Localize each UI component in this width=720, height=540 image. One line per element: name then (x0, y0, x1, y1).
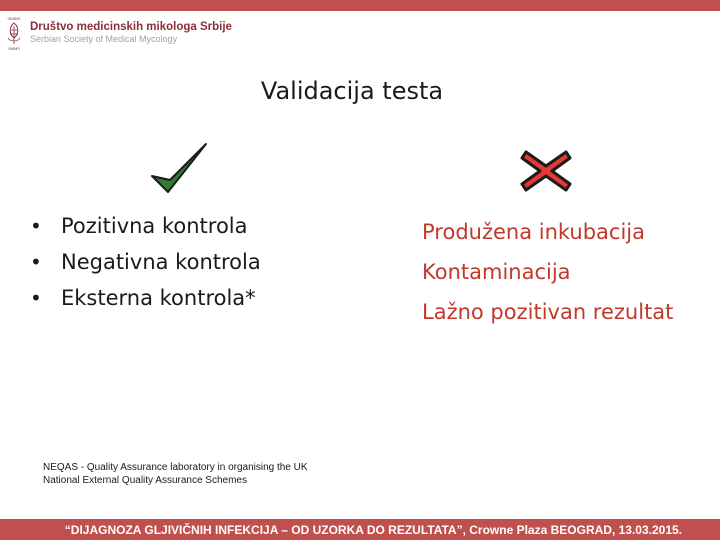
list-item: Kontaminacija (422, 260, 571, 284)
society-emblem-icon (2, 14, 26, 52)
footnote-line-2: National External Quality Assurance Schemes (43, 475, 247, 486)
org-name: Društvo medicinskih mikologa Srbije (30, 21, 232, 33)
list-item: Lažno pozitivan rezultat (422, 300, 674, 324)
org-name-english: Serbian Society of Medical Mycology (30, 34, 178, 44)
list-item-label: Negativna kontrola (61, 250, 261, 274)
slide-title: Validacija testa (260, 77, 444, 105)
bullet-icon: • (30, 250, 42, 274)
list-item (30, 208, 261, 244)
list-item (30, 280, 261, 316)
logo-label: SMMS (8, 46, 20, 51)
footnote (43, 461, 308, 487)
error-sources-list (422, 212, 673, 332)
footnote-line-1: NEQAS - Quality Assurance laboratory in organising the UK (43, 462, 308, 473)
check-icon (148, 140, 210, 195)
footer-bar (0, 519, 720, 540)
footer-text: “DIJAGNOZA GLJIVIČNIH INFEKCIJA – OD UZORKA DO REZULTATA”, Crowne Plaza BEOGRAD, 13.03.2015. (64, 522, 682, 537)
validation-controls-list (30, 208, 261, 316)
top-accent-bar (0, 0, 720, 11)
list-item: Produžena inkubacija (422, 220, 646, 244)
list-item (30, 244, 261, 280)
bullet-icon: • (30, 214, 42, 238)
list-item-label: Pozitivna kontrola (61, 214, 248, 238)
bullet-icon: • (30, 286, 42, 310)
society-logo (2, 14, 232, 52)
svg-text:ISMMS: ISMMS (7, 16, 21, 21)
logo-text (30, 20, 232, 45)
list-item-label: Eksterna kontrola* (61, 286, 256, 310)
cross-icon (520, 148, 572, 194)
